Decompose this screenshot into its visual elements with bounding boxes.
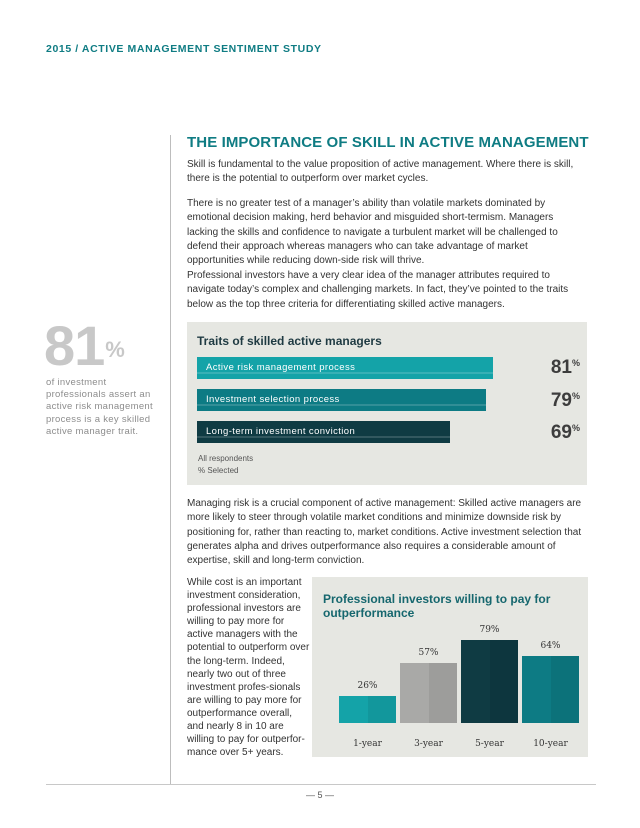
trait-percent-0: 81% xyxy=(550,357,580,378)
trait-bar-1 xyxy=(197,389,486,411)
chart-value-label: 26% xyxy=(357,681,378,691)
trait-bar-0 xyxy=(197,357,493,379)
chart-category-label: 10-year xyxy=(533,739,568,749)
paragraph-4: Managing risk is a crucial component of active management: Skilled active managers are more likely to steer through volatile market conditions and minimize downside risk by positioning for, rather than reacting to, market conditions. Active investment selection that generates alpha and drives outperformance also requires a considerable amount of expertise, skill and long-term conviction. xyxy=(187,498,582,567)
chart-category-label: 3-year xyxy=(414,739,443,749)
report-header: 2015 / ACTIVE MANAGEMENT SENTIMENT STUDY xyxy=(46,43,322,55)
cost-paragraph: While cost is an important investment consideration, professional investors are willing to pay more for active managers with the potential to outperform over the long-term. Indeed, nearly two out of three investment profes-sionals are willing to pay more for outperformance overall, and nearly 8 in 10 are willing to pay for outperfor-mance over 5+ years. xyxy=(187,577,310,759)
chart-value-label: 57% xyxy=(418,648,439,658)
sidebar-stat-text: of investment professionals assert an active risk management process is a key skilled active manager trait. xyxy=(46,377,153,437)
sidebar-stat-value: 81% xyxy=(44,314,124,377)
trait-bar-2 xyxy=(197,421,450,443)
traits-note: All respondents % Selected xyxy=(198,454,254,475)
chart-category-label: 1-year xyxy=(353,739,382,749)
footer-rule xyxy=(46,784,596,785)
trait-label: Long-term investment conviction xyxy=(206,426,356,437)
trait-percent-1: 79% xyxy=(550,390,580,411)
trait-label: Investment selection process xyxy=(206,394,340,405)
chart-bar-1-year xyxy=(339,696,396,723)
traits-title: Traits of skilled active managers xyxy=(197,334,382,348)
chart-value-label: 79% xyxy=(479,625,500,635)
trait-label: Active risk management process xyxy=(206,362,356,373)
paragraph-1: Skill is fundamental to the value proposition of active management. Where there is skill, there is the potential to outperform over market cycles. xyxy=(187,159,574,185)
chart-bar-10-year xyxy=(522,656,579,723)
chart-category-label: 5-year xyxy=(475,739,504,749)
chart-bar-3-year xyxy=(400,663,457,723)
sidebar-stat-unit: % xyxy=(105,337,124,362)
page-number: — 5 — xyxy=(305,790,334,800)
section-title: THE IMPORTANCE OF SKILL IN ACTIVE MANAGEMENT xyxy=(187,134,589,151)
chart-bar-5-year xyxy=(461,640,518,723)
column-divider xyxy=(170,135,171,785)
paragraph-2: There is no greater test of a manager’s ability than volatile markets dominated by emotional decision making, herd behavior and misguided short-termism. Managers lacking the skills and confidence to navigate a turbulent market will be challenged to defend their approach whereas managers who can take advantage of market opportunities while reducing down-side risk will thrive. xyxy=(187,198,558,267)
paragraph-3: Professional investors have a very clear idea of the manager attributes required to navigate today’s complex and challenging markets. In fact, they’ve pointed to the traits below as the top three criteria for differentiating skilled active managers. xyxy=(187,270,569,310)
chart-title: Professional investors willing to pay for outperformance xyxy=(323,592,551,620)
chart-value-label: 64% xyxy=(540,641,561,651)
trait-percent-2: 69% xyxy=(550,422,580,443)
